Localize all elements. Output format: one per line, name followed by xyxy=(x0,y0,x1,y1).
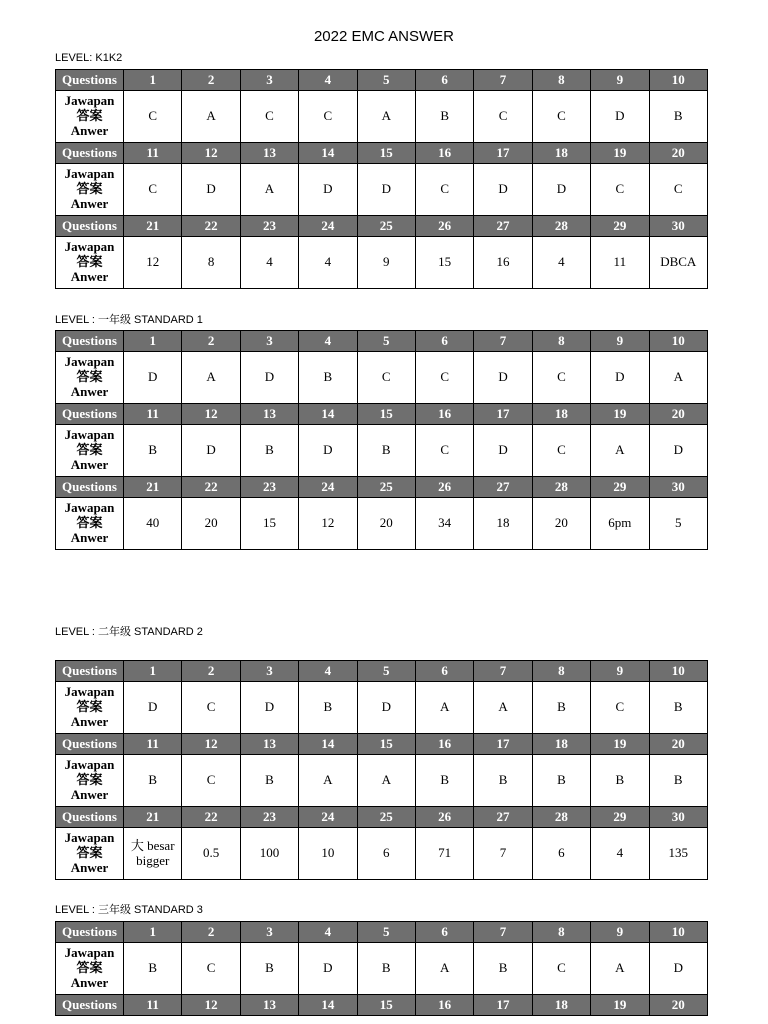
answer-cell: 15 xyxy=(240,498,298,550)
answer-row-header xyxy=(56,943,124,995)
question-number: 20 xyxy=(649,734,707,755)
answer-cell: 8 xyxy=(182,237,240,289)
questions-row xyxy=(56,734,708,755)
answer-label-line: Anwer xyxy=(70,713,109,729)
answer-value-line: 大 besar xyxy=(130,837,175,853)
answer-label-line: Anwer xyxy=(70,456,109,472)
answer-cell: B xyxy=(474,755,532,807)
answer-cell: D xyxy=(591,91,649,143)
answer-cell: B xyxy=(124,425,182,477)
question-number: 16 xyxy=(415,995,473,1016)
answer-cell: 0.5 xyxy=(182,828,240,880)
question-number: 5 xyxy=(357,922,415,943)
answer-label-line: Anwer xyxy=(70,268,109,284)
questions-row xyxy=(56,331,708,352)
question-number: 15 xyxy=(357,404,415,425)
question-number: 23 xyxy=(240,477,298,498)
answer-label-line: Anwer xyxy=(70,122,109,138)
answer-row-header xyxy=(56,237,124,289)
questions-header: Questions xyxy=(56,477,124,498)
question-number: 11 xyxy=(124,404,182,425)
question-number: 7 xyxy=(474,661,532,682)
answer-cell: B xyxy=(240,755,298,807)
question-number: 2 xyxy=(182,922,240,943)
answer-cell: C xyxy=(357,352,415,404)
answers-row xyxy=(56,91,708,143)
answer-cell: A xyxy=(649,352,707,404)
question-number: 17 xyxy=(474,734,532,755)
question-number: 24 xyxy=(299,216,357,237)
level-label-k1k2: LEVEL: K1K2 xyxy=(55,52,123,64)
answer-label-line: Anwer xyxy=(70,859,109,875)
answer-label-line: 答案 xyxy=(76,845,103,861)
answer-cell: A xyxy=(415,682,473,734)
question-number: 1 xyxy=(124,661,182,682)
questions-row xyxy=(56,143,708,164)
answer-cell xyxy=(124,828,182,880)
question-number: 5 xyxy=(357,70,415,91)
answer-cell: C xyxy=(415,164,473,216)
question-number: 6 xyxy=(415,661,473,682)
question-number: 19 xyxy=(591,995,649,1016)
answer-cell: D xyxy=(649,425,707,477)
question-number: 6 xyxy=(415,70,473,91)
question-number: 9 xyxy=(591,661,649,682)
answer-cell: 11 xyxy=(591,237,649,289)
question-number: 10 xyxy=(649,922,707,943)
answer-cell: 71 xyxy=(415,828,473,880)
answer-cell: C xyxy=(124,91,182,143)
answer-cell: B xyxy=(649,91,707,143)
question-number: 12 xyxy=(182,995,240,1016)
answer-cell: C xyxy=(299,91,357,143)
answer-cell: A xyxy=(357,91,415,143)
question-number: 27 xyxy=(474,216,532,237)
question-number: 8 xyxy=(532,922,590,943)
answer-cell: D xyxy=(299,164,357,216)
question-number: 27 xyxy=(474,807,532,828)
question-number: 7 xyxy=(474,922,532,943)
question-number: 11 xyxy=(124,734,182,755)
answer-cell: 100 xyxy=(240,828,298,880)
answers-row xyxy=(56,237,708,289)
answer-label-line: Anwer xyxy=(70,529,109,545)
answer-cell: 4 xyxy=(299,237,357,289)
answer-cell: 40 xyxy=(124,498,182,550)
answers-row xyxy=(56,682,708,734)
answer-cell: C xyxy=(591,682,649,734)
question-number: 10 xyxy=(649,331,707,352)
question-number: 2 xyxy=(182,331,240,352)
question-number: 8 xyxy=(532,331,590,352)
answer-cell: 10 xyxy=(299,828,357,880)
answer-label-line: Jawapan xyxy=(64,757,115,773)
answer-cell: C xyxy=(182,943,240,995)
questions-row xyxy=(56,661,708,682)
questions-row xyxy=(56,477,708,498)
answer-label-line: Anwer xyxy=(70,974,109,990)
answer-cell: A xyxy=(474,682,532,734)
answer-cell: D xyxy=(474,352,532,404)
question-number: 1 xyxy=(124,70,182,91)
question-number: 28 xyxy=(532,477,590,498)
question-number: 28 xyxy=(532,807,590,828)
question-number: 13 xyxy=(240,143,298,164)
answer-cell: 12 xyxy=(124,237,182,289)
answer-cell: D xyxy=(357,682,415,734)
answer-cell: C xyxy=(182,682,240,734)
answer-cell: B xyxy=(415,755,473,807)
answer-label-line: Anwer xyxy=(70,195,109,211)
questions-header: Questions xyxy=(56,404,124,425)
question-number: 16 xyxy=(415,404,473,425)
question-number: 2 xyxy=(182,70,240,91)
answer-table-standard-2 xyxy=(55,660,708,880)
answer-cell: D xyxy=(532,164,590,216)
answer-row-header xyxy=(56,498,124,550)
answer-cell: B xyxy=(649,682,707,734)
answer-cell: B xyxy=(357,425,415,477)
question-number: 26 xyxy=(415,477,473,498)
answer-row-header xyxy=(56,352,124,404)
question-number: 15 xyxy=(357,995,415,1016)
question-number: 30 xyxy=(649,477,707,498)
answer-cell: C xyxy=(532,943,590,995)
question-number: 13 xyxy=(240,404,298,425)
answer-cell: C xyxy=(649,164,707,216)
answer-row-header xyxy=(56,91,124,143)
answer-cell: D xyxy=(474,425,532,477)
question-number: 20 xyxy=(649,995,707,1016)
answer-cell: 34 xyxy=(415,498,473,550)
answer-cell: 6 xyxy=(532,828,590,880)
answer-label-line: Jawapan xyxy=(64,354,115,370)
answer-cell: B xyxy=(357,943,415,995)
answer-cell: 6pm xyxy=(591,498,649,550)
question-number: 18 xyxy=(532,995,590,1016)
question-number: 3 xyxy=(240,331,298,352)
question-number: 3 xyxy=(240,661,298,682)
question-number: 15 xyxy=(357,734,415,755)
question-number: 3 xyxy=(240,70,298,91)
answers-row xyxy=(56,352,708,404)
question-number: 19 xyxy=(591,404,649,425)
questions-header: Questions xyxy=(56,995,124,1016)
questions-header: Questions xyxy=(56,331,124,352)
answer-cell: C xyxy=(415,352,473,404)
answer-label-line: Jawapan xyxy=(64,239,115,255)
answers-row xyxy=(56,498,708,550)
answer-label-line: Jawapan xyxy=(64,166,115,182)
answer-cell: 7 xyxy=(474,828,532,880)
question-number: 17 xyxy=(474,995,532,1016)
question-number: 12 xyxy=(182,404,240,425)
question-number: 14 xyxy=(299,995,357,1016)
answers-row xyxy=(56,943,708,995)
answer-cell: 20 xyxy=(182,498,240,550)
answer-cell: B xyxy=(240,425,298,477)
question-number: 25 xyxy=(357,216,415,237)
answer-cell: 20 xyxy=(532,498,590,550)
question-number: 17 xyxy=(474,404,532,425)
question-number: 13 xyxy=(240,995,298,1016)
answer-cell: D xyxy=(182,164,240,216)
questions-row xyxy=(56,404,708,425)
answer-cell: B xyxy=(532,682,590,734)
answer-cell: A xyxy=(591,425,649,477)
answer-cell: C xyxy=(532,352,590,404)
level-label-standard-1: LEVEL : 一年级 STANDARD 1 xyxy=(55,314,203,326)
question-number: 4 xyxy=(299,331,357,352)
question-number: 1 xyxy=(124,922,182,943)
question-number: 27 xyxy=(474,477,532,498)
answer-cell: C xyxy=(240,91,298,143)
question-number: 22 xyxy=(182,477,240,498)
questions-row xyxy=(56,216,708,237)
answer-cell: 18 xyxy=(474,498,532,550)
question-number: 7 xyxy=(474,331,532,352)
answer-cell: 15 xyxy=(415,237,473,289)
question-number: 12 xyxy=(182,734,240,755)
answer-cell: A xyxy=(182,352,240,404)
answer-label-line: Jawapan xyxy=(64,500,115,516)
question-number: 25 xyxy=(357,477,415,498)
answer-label-line: Anwer xyxy=(70,786,109,802)
question-number: 28 xyxy=(532,216,590,237)
answers-row xyxy=(56,164,708,216)
question-number: 21 xyxy=(124,807,182,828)
answer-label-line: Jawapan xyxy=(64,945,115,961)
question-number: 9 xyxy=(591,922,649,943)
answer-label-line: 答案 xyxy=(76,699,103,715)
question-number: 5 xyxy=(357,331,415,352)
question-number: 14 xyxy=(299,143,357,164)
question-number: 18 xyxy=(532,404,590,425)
question-number: 11 xyxy=(124,995,182,1016)
question-number: 22 xyxy=(182,216,240,237)
question-number: 1 xyxy=(124,331,182,352)
answer-label-line: 答案 xyxy=(76,108,103,124)
question-number: 9 xyxy=(591,70,649,91)
answer-cell: B xyxy=(532,755,590,807)
questions-row xyxy=(56,807,708,828)
answer-cell: A xyxy=(182,91,240,143)
answers-row xyxy=(56,828,708,880)
answer-cell: A xyxy=(591,943,649,995)
question-number: 23 xyxy=(240,216,298,237)
question-number: 4 xyxy=(299,661,357,682)
answer-cell: D xyxy=(474,164,532,216)
answer-label-line: 答案 xyxy=(76,772,103,788)
question-number: 14 xyxy=(299,734,357,755)
questions-header: Questions xyxy=(56,661,124,682)
answer-cell: 20 xyxy=(357,498,415,550)
answer-cell: D xyxy=(299,943,357,995)
answer-cell: D xyxy=(182,425,240,477)
answer-cell: C xyxy=(532,425,590,477)
question-number: 4 xyxy=(299,70,357,91)
question-number: 16 xyxy=(415,734,473,755)
questions-row xyxy=(56,995,708,1016)
question-number: 3 xyxy=(240,922,298,943)
question-number: 6 xyxy=(415,922,473,943)
question-number: 20 xyxy=(649,404,707,425)
question-number: 6 xyxy=(415,331,473,352)
question-number: 19 xyxy=(591,734,649,755)
question-number: 23 xyxy=(240,807,298,828)
answer-cell: B xyxy=(299,682,357,734)
answer-cell: D xyxy=(124,682,182,734)
question-number: 16 xyxy=(415,143,473,164)
questions-row xyxy=(56,70,708,91)
question-number: 13 xyxy=(240,734,298,755)
question-number: 14 xyxy=(299,404,357,425)
answer-value-line: bigger xyxy=(136,852,170,868)
answer-table-standard-1 xyxy=(55,330,708,550)
answer-row-header xyxy=(56,164,124,216)
question-number: 24 xyxy=(299,807,357,828)
level-label-standard-2: LEVEL : 二年级 STANDARD 2 xyxy=(55,626,203,638)
question-number: 17 xyxy=(474,143,532,164)
answer-cell: 135 xyxy=(649,828,707,880)
answer-cell: A xyxy=(240,164,298,216)
page-title: 2022 EMC ANSWER xyxy=(313,28,455,45)
question-number: 8 xyxy=(532,661,590,682)
answer-cell: D xyxy=(240,682,298,734)
level-label-standard-3: LEVEL : 三年级 STANDARD 3 xyxy=(55,904,203,916)
answer-label-line: Jawapan xyxy=(64,684,115,700)
answer-label-line: 答案 xyxy=(76,960,103,976)
answer-cell: C xyxy=(532,91,590,143)
question-number: 4 xyxy=(299,922,357,943)
question-number: 22 xyxy=(182,807,240,828)
question-number: 29 xyxy=(591,477,649,498)
question-number: 24 xyxy=(299,477,357,498)
answer-cell: C xyxy=(474,91,532,143)
questions-header: Questions xyxy=(56,143,124,164)
answer-label-line: Jawapan xyxy=(64,93,115,109)
answer-cell: D xyxy=(591,352,649,404)
answer-cell: DBCA xyxy=(649,237,707,289)
answer-cell: C xyxy=(124,164,182,216)
question-number: 21 xyxy=(124,477,182,498)
question-number: 2 xyxy=(182,661,240,682)
question-number: 10 xyxy=(649,661,707,682)
question-number: 20 xyxy=(649,143,707,164)
answer-label-line: 答案 xyxy=(76,515,103,531)
answer-row-header xyxy=(56,682,124,734)
answer-table-k1k2 xyxy=(55,69,708,289)
question-number: 5 xyxy=(357,661,415,682)
question-number: 7 xyxy=(474,70,532,91)
answer-label-line: Jawapan xyxy=(64,830,115,846)
answer-cell: C xyxy=(415,425,473,477)
questions-header: Questions xyxy=(56,70,124,91)
questions-row xyxy=(56,922,708,943)
question-number: 29 xyxy=(591,807,649,828)
question-number: 12 xyxy=(182,143,240,164)
answer-label-line: Anwer xyxy=(70,383,109,399)
answer-cell: B xyxy=(124,755,182,807)
question-number: 19 xyxy=(591,143,649,164)
answer-table-standard-3 xyxy=(55,921,708,1016)
answer-cell: B xyxy=(415,91,473,143)
answer-cell: B xyxy=(474,943,532,995)
answer-label-line: 答案 xyxy=(76,181,103,197)
answer-cell: A xyxy=(415,943,473,995)
answer-cell: D xyxy=(240,352,298,404)
question-number: 30 xyxy=(649,807,707,828)
question-number: 29 xyxy=(591,216,649,237)
answer-cell: C xyxy=(591,164,649,216)
questions-header: Questions xyxy=(56,922,124,943)
answer-cell: 5 xyxy=(649,498,707,550)
answer-label-line: 答案 xyxy=(76,442,103,458)
answer-row-header xyxy=(56,755,124,807)
answer-cell: 9 xyxy=(357,237,415,289)
answer-row-header xyxy=(56,828,124,880)
answer-cell: D xyxy=(124,352,182,404)
answer-row-header xyxy=(56,425,124,477)
answer-cell: B xyxy=(591,755,649,807)
answer-cell: 4 xyxy=(532,237,590,289)
question-number: 18 xyxy=(532,734,590,755)
answer-label-line: 答案 xyxy=(76,369,103,385)
answer-label-line: 答案 xyxy=(76,254,103,270)
question-number: 21 xyxy=(124,216,182,237)
question-number: 9 xyxy=(591,331,649,352)
answer-cell: A xyxy=(357,755,415,807)
answer-cell: D xyxy=(299,425,357,477)
questions-header: Questions xyxy=(56,216,124,237)
answer-cell: D xyxy=(649,943,707,995)
answer-cell: 4 xyxy=(240,237,298,289)
answer-cell: 12 xyxy=(299,498,357,550)
question-number: 10 xyxy=(649,70,707,91)
answer-cell: A xyxy=(299,755,357,807)
question-number: 15 xyxy=(357,143,415,164)
question-number: 11 xyxy=(124,143,182,164)
question-number: 26 xyxy=(415,807,473,828)
answer-cell: B xyxy=(124,943,182,995)
question-number: 26 xyxy=(415,216,473,237)
question-number: 25 xyxy=(357,807,415,828)
question-number: 18 xyxy=(532,143,590,164)
answers-row xyxy=(56,425,708,477)
questions-header: Questions xyxy=(56,807,124,828)
answer-cell: C xyxy=(182,755,240,807)
answer-cell: B xyxy=(649,755,707,807)
answer-cell: D xyxy=(357,164,415,216)
answer-cell: 6 xyxy=(357,828,415,880)
answers-row xyxy=(56,755,708,807)
questions-header: Questions xyxy=(56,734,124,755)
answer-cell: B xyxy=(299,352,357,404)
answer-cell: 4 xyxy=(591,828,649,880)
answer-cell: 16 xyxy=(474,237,532,289)
question-number: 8 xyxy=(532,70,590,91)
answer-cell: B xyxy=(240,943,298,995)
answer-label-line: Jawapan xyxy=(64,427,115,443)
question-number: 30 xyxy=(649,216,707,237)
